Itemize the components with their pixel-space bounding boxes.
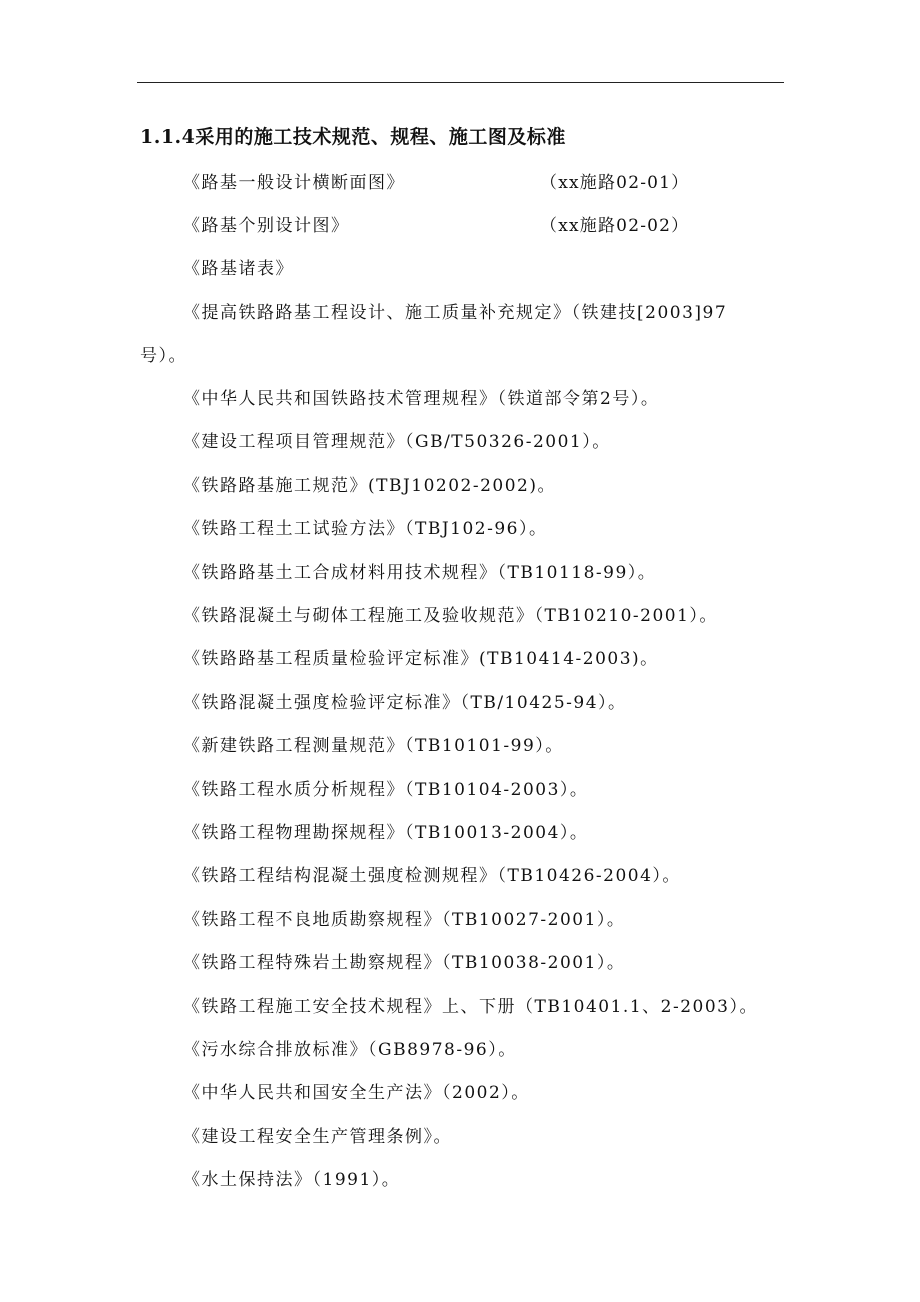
standard-item: 《提高铁路路基工程设计、施工质量补充规定》（铁建技[2003]97 <box>183 303 728 323</box>
standard-item: 《铁路工程结构混凝土强度检测规程》（TB10426-2004）。 <box>183 866 681 886</box>
standard-item: 《污水综合排放标准》（GB8978-96）。 <box>183 1040 517 1060</box>
drawing-title: 《路基一般设计横断面图》 <box>183 173 405 193</box>
standard-item: 《铁路工程不良地质勘察规程》（TB10027-2001）。 <box>183 910 626 930</box>
standard-item: 《铁路工程水质分析规程》（TB10104-2003）。 <box>183 780 589 800</box>
drawing-code: （xx施路02-02） <box>540 216 690 236</box>
standard-item: 《中华人民共和国安全生产法》（2002）。 <box>183 1083 530 1103</box>
standard-item: 《新建铁路工程测量规范》（TB10101-99）。 <box>183 736 564 756</box>
standard-item: 《铁路工程施工安全技术规程》上、下册（TB10401.1、2-2003）。 <box>183 997 758 1017</box>
standard-item: 《建设工程安全生产管理条例》。 <box>183 1127 452 1147</box>
standard-item-continuation: 号）。 <box>140 346 187 366</box>
standard-item: 《水土保持法》（1991）。 <box>183 1170 401 1190</box>
drawing-code: （xx施路02-01） <box>540 173 690 193</box>
standard-item: 《铁路路基工程质量检验评定标准》(TB10414-2003)。 <box>183 649 659 669</box>
standard-item: 《铁路工程特殊岩土勘察规程》（TB10038-2001）。 <box>183 953 626 973</box>
standard-item: 《中华人民共和国铁路技术管理规程》（铁道部令第2号）。 <box>183 389 660 409</box>
standard-item: 《建设工程项目管理规范》（GB/T50326-2001）。 <box>183 432 611 452</box>
drawing-title: 《路基诸表》 <box>183 259 294 279</box>
standard-item: 《铁路混凝土强度检验评定标准》（TB/10425-94）。 <box>183 693 627 713</box>
standard-item: 《铁路路基施工规范》(TBJ10202-2002)。 <box>183 476 556 496</box>
section-heading: 1.1.4采用的施工技术规范、规程、施工图及标准 <box>140 126 566 148</box>
standard-item: 《铁路工程土工试验方法》（TBJ102-96）。 <box>183 519 548 539</box>
drawing-title: 《路基个别设计图》 <box>183 216 350 236</box>
standard-item: 《铁路工程物理勘探规程》（TB10013-2004）。 <box>183 823 589 843</box>
standard-item: 《铁路路基土工合成材料用技术规程》（TB10118-99）。 <box>183 563 657 583</box>
header-rule <box>137 82 784 83</box>
standard-item: 《铁路混凝土与砌体工程施工及验收规范》（TB10210-2001）。 <box>183 606 718 626</box>
